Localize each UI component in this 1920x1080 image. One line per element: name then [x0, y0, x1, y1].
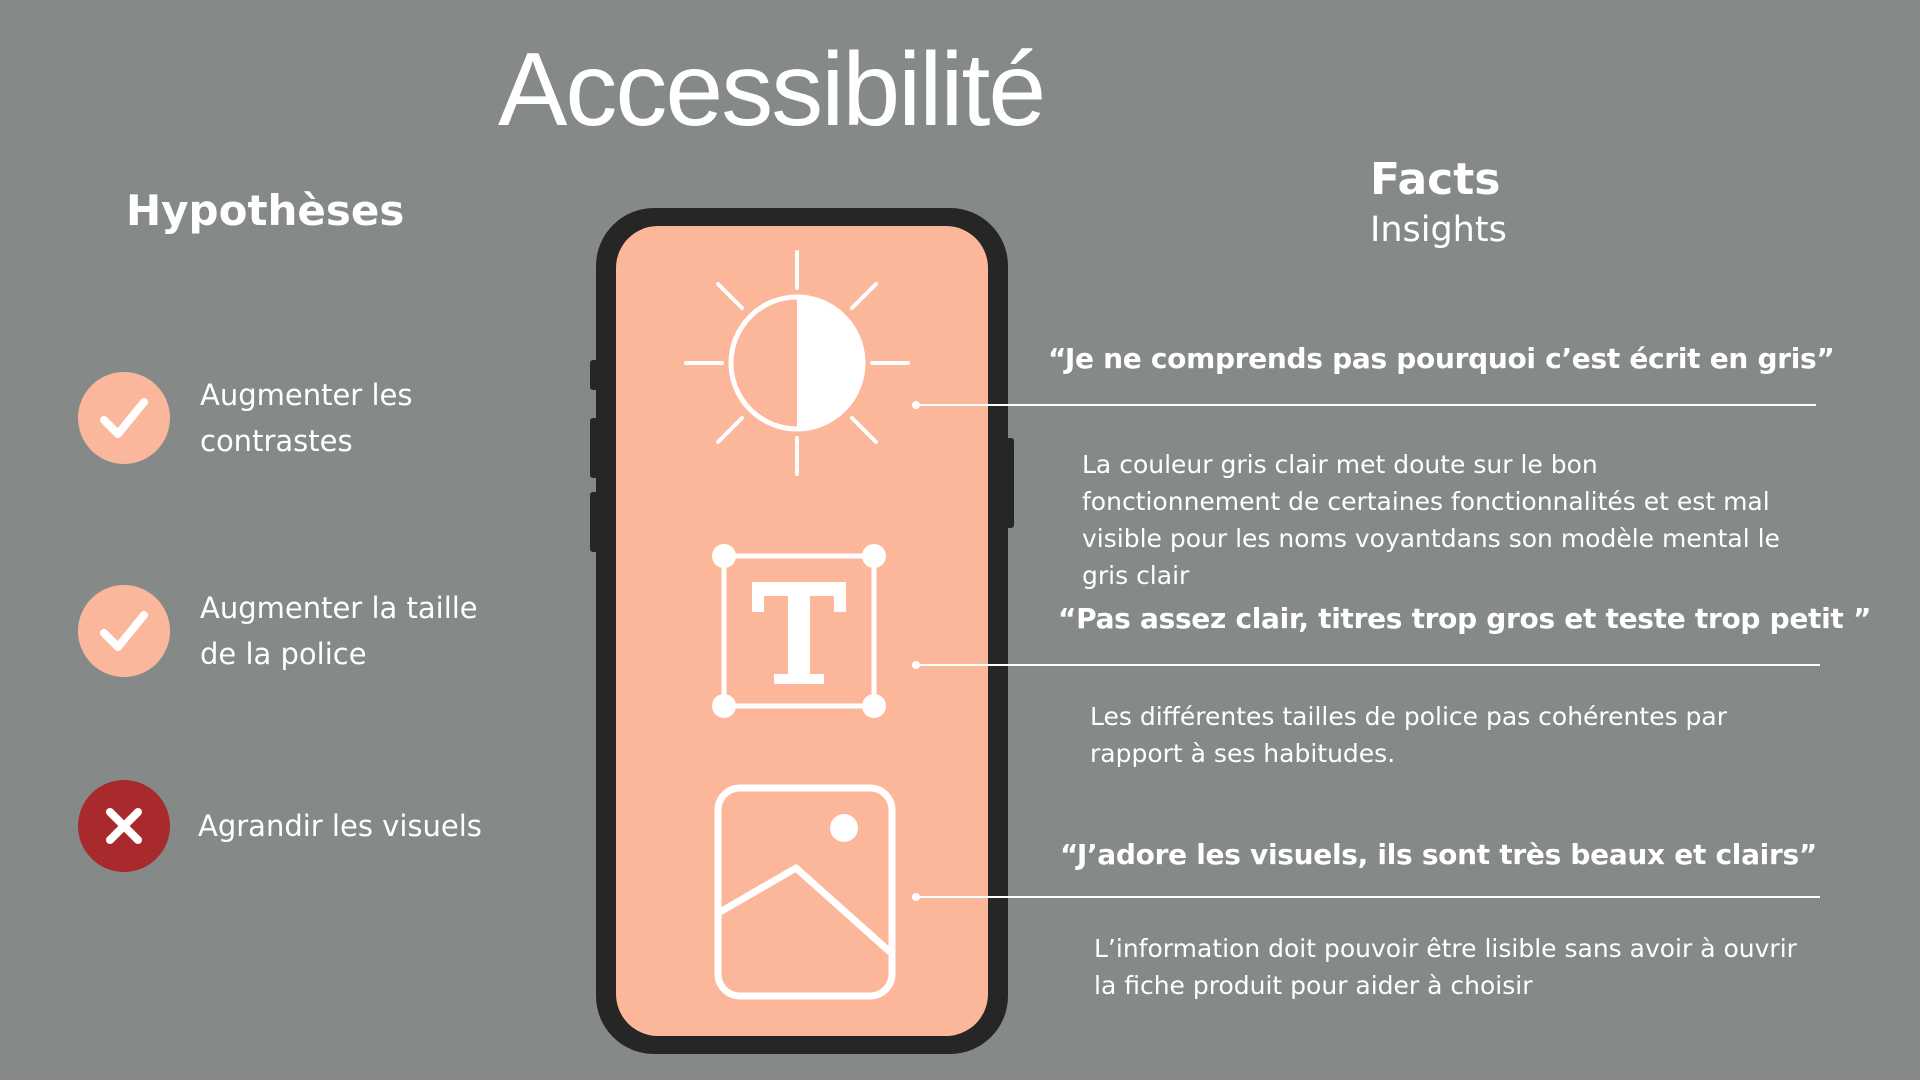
reject-badge	[78, 780, 170, 872]
phone-power-button	[1006, 438, 1014, 528]
hypotheses-heading: Hypothèses	[126, 186, 405, 235]
check-badge	[78, 372, 170, 464]
connector-line	[916, 664, 1820, 666]
page-title: Accessibilité	[498, 32, 1045, 148]
phone-volume-up-button	[590, 418, 598, 478]
check-badge	[78, 585, 170, 677]
fact-quote: “J’adore les visuels, ils sont très beaux et clairs”	[1060, 838, 1817, 871]
hypothesis-item	[78, 780, 518, 872]
check-icon	[96, 390, 152, 446]
phone-mockup	[596, 208, 1008, 1054]
fact-description: Les différentes tailles de police pas cohérentes par rapport à ses habitudes.	[1090, 702, 1728, 768]
phone-volume-down-button	[590, 492, 598, 552]
fact-description: L’information doit pouvoir être lisible sans avoir à ouvrir la fiche produit pour aider à choisir	[1094, 934, 1797, 1000]
hypothesis-label: Augmenter les contrastes	[200, 378, 413, 458]
phone-side-button	[590, 360, 598, 390]
text-size-icon	[710, 542, 888, 720]
cross-icon	[100, 802, 148, 850]
connector-line	[916, 404, 1816, 406]
hypothesis-label: Agrandir les visuels	[198, 809, 482, 843]
hypothesis-item	[78, 372, 520, 464]
phone-screen	[616, 226, 988, 1036]
hypothesis-item	[78, 585, 520, 677]
connector-dot	[912, 401, 920, 409]
fact-quote: “Je ne comprends pas pourquoi c’est écrit en gris”	[1048, 342, 1835, 375]
facts-heading: Facts	[1370, 154, 1501, 205]
connector-dot	[912, 893, 920, 901]
hypothesis-label: Augmenter la taille de la police	[200, 591, 478, 671]
image-icon	[712, 782, 898, 1002]
connector-dot	[912, 661, 920, 669]
contrast-sun-icon	[682, 248, 912, 478]
connector-line	[916, 896, 1820, 898]
insights-subheading: Insights	[1370, 210, 1507, 250]
check-icon	[96, 603, 152, 659]
fact-description: La couleur gris clair met doute sur le bon fonctionnement de certaines fonctionnalités et est mal visible pour les noms voyantdans son modèle mental le gris clair	[1082, 450, 1780, 590]
fact-quote: “Pas assez clair, titres trop gros et teste trop petit ”	[1058, 602, 1872, 635]
